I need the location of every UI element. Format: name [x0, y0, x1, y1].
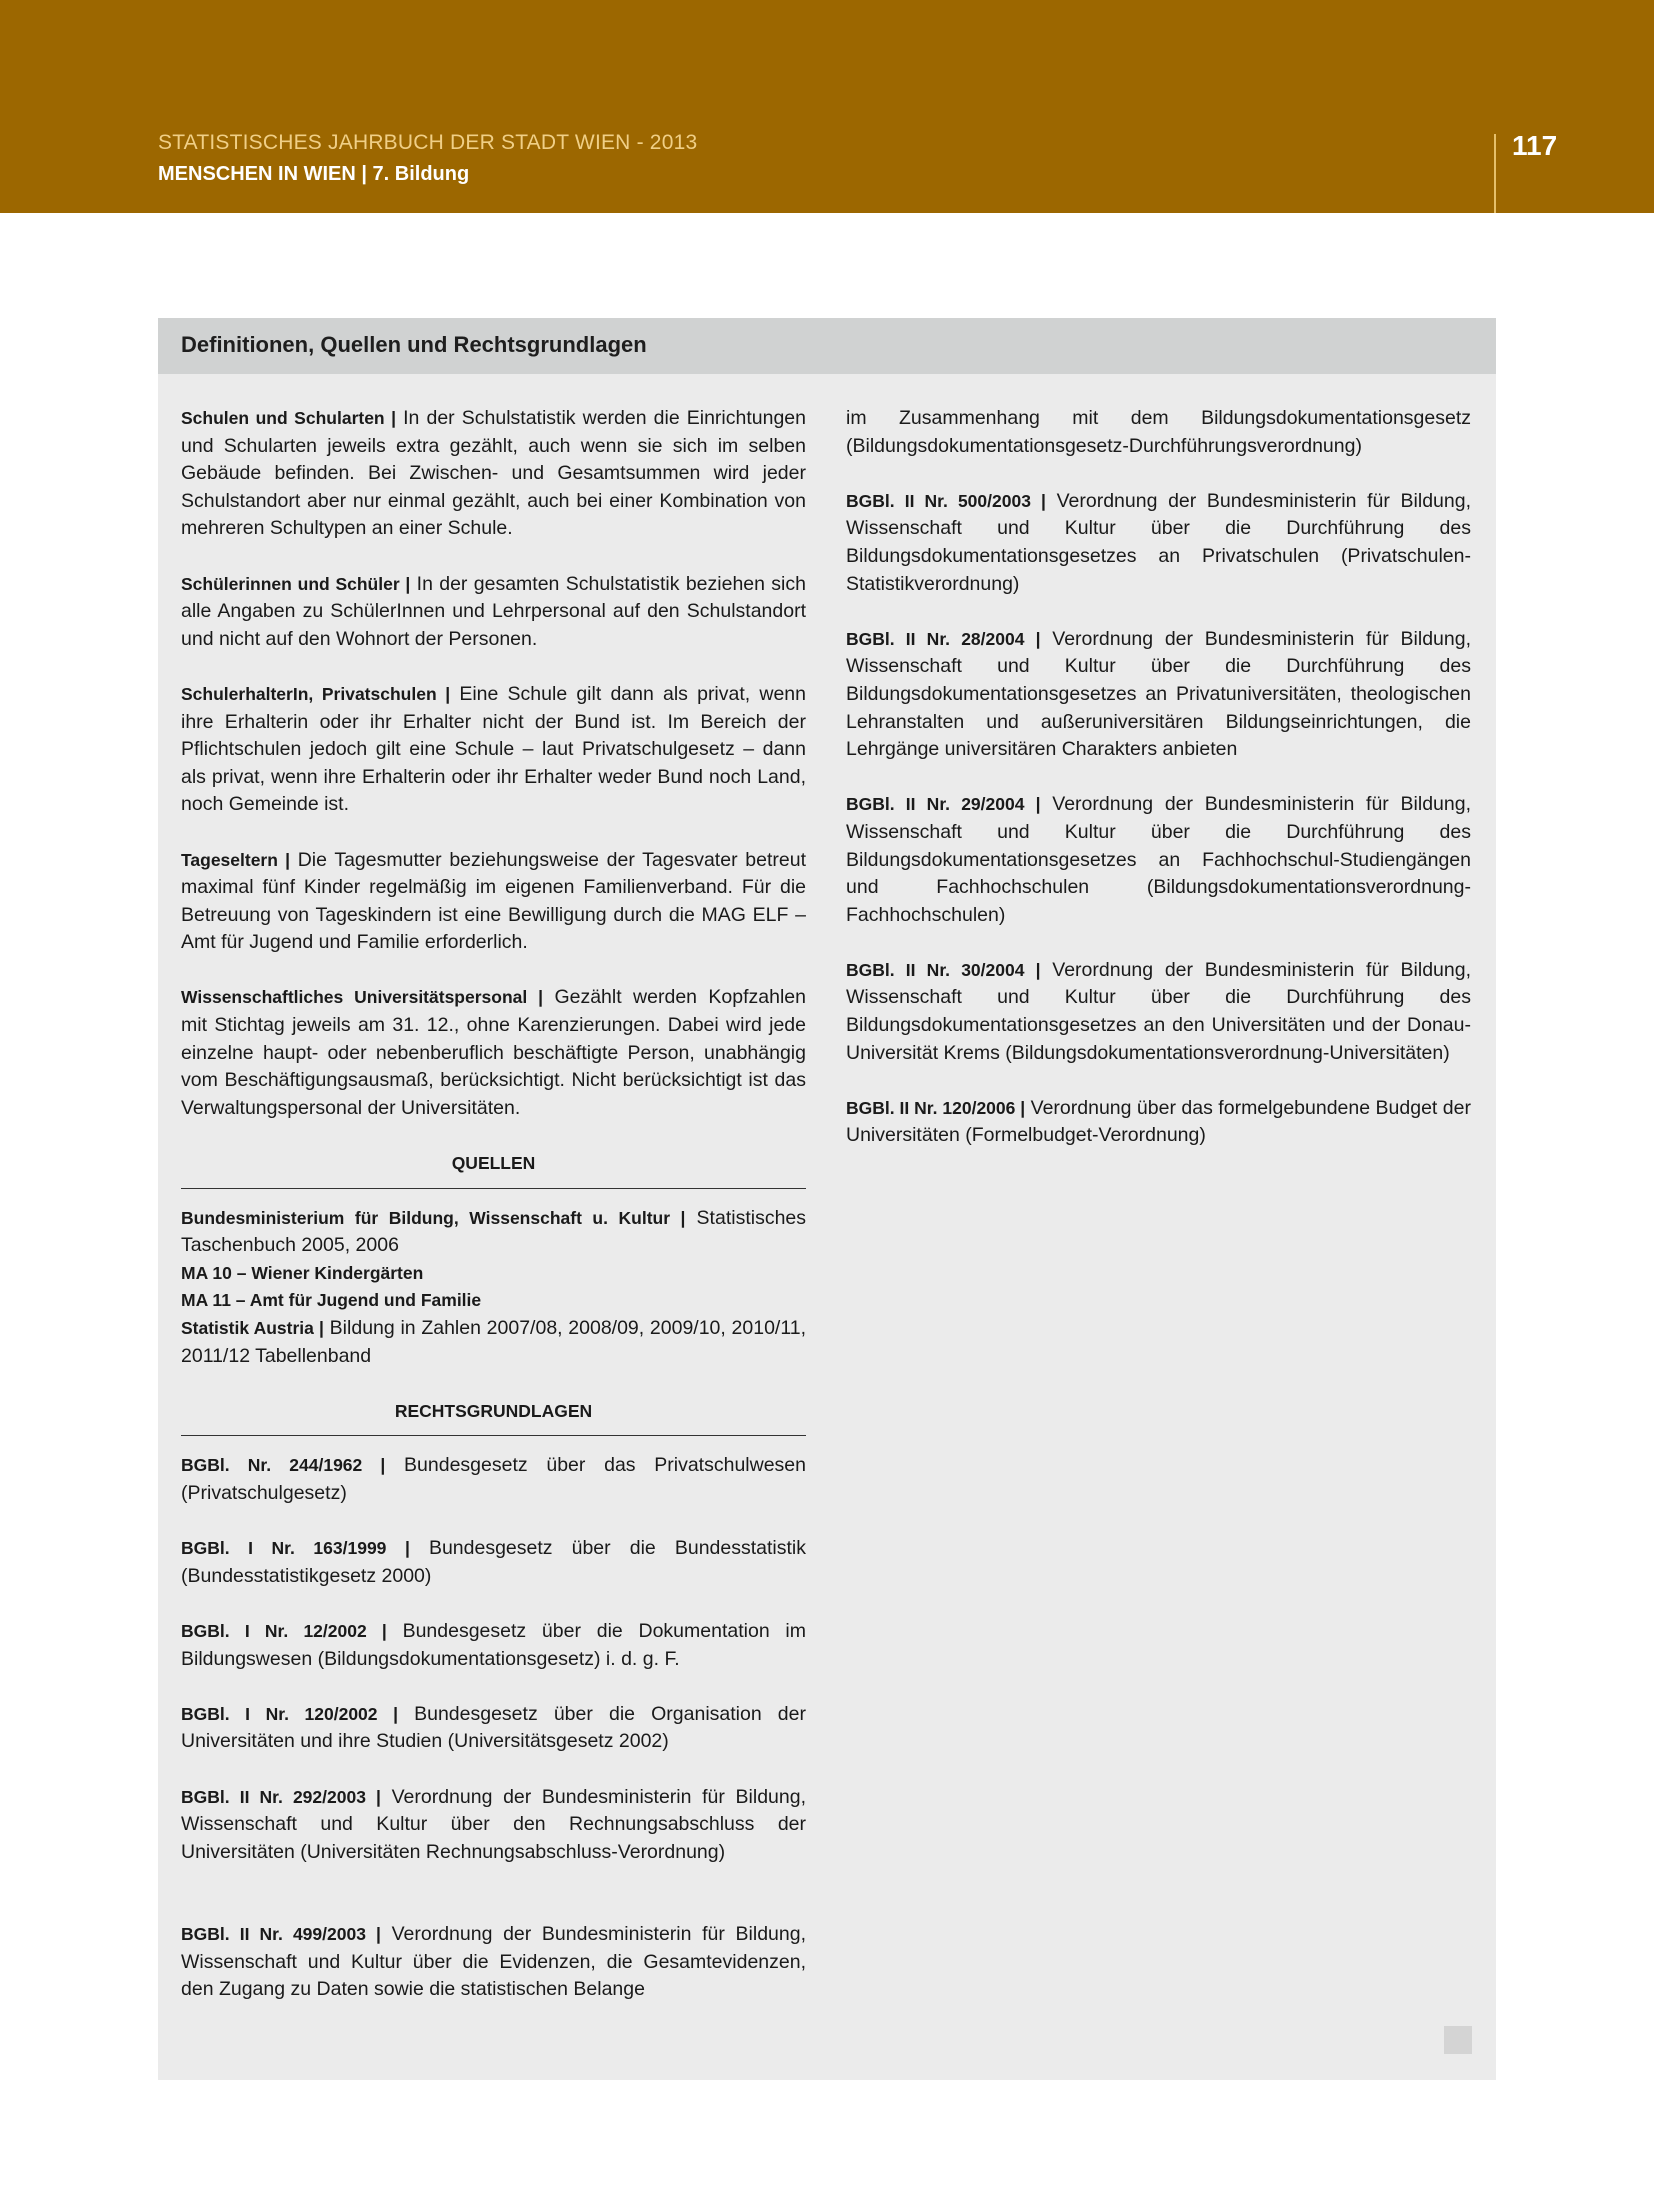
law-label: BGBl. I Nr. 12/2002 |	[181, 1620, 387, 1641]
rechtsgrundlagen-rule	[181, 1435, 806, 1436]
law-item	[181, 1784, 806, 1867]
definition-item	[181, 681, 806, 819]
definition-label: Schulen und Schularten |	[181, 408, 397, 428]
law-label: BGBl. II Nr. 499/2003 |	[181, 1924, 381, 1945]
definition-item	[181, 571, 806, 654]
source-text: Statistisches Taschenbuch 2005, 2006	[181, 1206, 807, 1257]
definitions-panel	[158, 318, 1496, 2080]
law-text: Verordnung der Bundesministerin für Bildung, Wissenschaft und Kultur über die Durchführung des Bildungsdokumentationsgesetzes an Privatschulen (Privatschulen-Statistikverordnung)	[846, 489, 1471, 595]
definition-item	[181, 847, 806, 957]
law-label: BGBl. II Nr. 500/2003 |	[846, 490, 1046, 511]
law-label: BGBl. I Nr. 163/1999 |	[181, 1538, 410, 1559]
law-text: Bundesgesetz über das Privatschulwesen (Privatschulgesetz)	[181, 1454, 806, 1504]
law-text: Bundesgesetz über die Bundesstatistik (Bundesstatistikgesetz 2000)	[181, 1537, 806, 1587]
publication-title: STATISTISCHES JAHRBUCH DER STADT WIEN - 2013	[158, 131, 698, 154]
definition-label: Schülerinnen und Schüler |	[181, 573, 411, 594]
law-label: BGBl. I Nr. 120/2002 |	[181, 1703, 398, 1724]
law-continuation: im Zusammenhang mit dem Bildungsdokumentationsgesetz (Bildungsdokumentationsgesetz-Durchführungsverordnung)	[846, 407, 1471, 457]
quellen-rule	[181, 1188, 806, 1189]
law-text: Verordnung der Bundesministerin für Bildung, Wissenschaft und Kultur über die Durchführung des Bildungsdokumentationsgesetzes an den Universitäten und der Donau-Universität Krems (Bildungsdokumentationsverordnung-Universitäten)	[846, 958, 1471, 1064]
breadcrumb-separator: |	[361, 163, 367, 185]
panel-header	[158, 318, 1496, 374]
right-column	[846, 405, 1471, 1178]
source-item	[181, 1260, 806, 1288]
law-item	[846, 488, 1471, 598]
law-label: BGBl. II Nr. 292/2003 |	[181, 1786, 381, 1807]
source-text: Bildung in Zahlen 2007/08, 2008/09, 2009/10, 2010/11, 2011/12 Tabellenband	[181, 1317, 806, 1367]
rechtsgrundlagen-heading: RECHTSGRUNDLAGEN	[394, 1400, 593, 1421]
source-item	[181, 1287, 806, 1315]
definition-text: In der Schulstatistik werden die Einrichtungen und Schularten jeweils extra gezählt, auch wenn sie sich im selben Gebäude befinden. Bei Zwischen- und Gesamtsummen wird jeder Schulstandort aber nur einmal gezählt, auch bei einer Kombination von mehreren Schultypen an einer Schule.	[181, 407, 806, 540]
source-label: MA 11 – Amt für Jugend und Familie	[181, 1290, 482, 1311]
breadcrumb-section: MENSCHEN IN WIEN	[158, 163, 356, 185]
law-text: Verordnung der Bundesministerin für Bildung, Wissenschaft und Kultur über die Durchführung des Bildungsdokumentationsgesetzes an Privatuniversitäten, theologischen Lehranstalten und außeruniversitären Bildungseinrichtungen, die Lehrgänge universitären Charakters anbieten	[846, 627, 1471, 761]
corner-marker	[1444, 2026, 1472, 2054]
quellen-heading: QUELLEN	[451, 1153, 536, 1174]
source-label: Bundesministerium für Bildung, Wissenschaft u. Kultur |	[181, 1207, 686, 1228]
source-item	[181, 1315, 806, 1370]
law-item	[181, 1921, 806, 2004]
definition-text: Gezählt werden Kopfzahlen mit Stichtag jeweils am 31. 12., ohne Karenzierungen. Dabei wird jede einzelne haupt- oder nebenberuflich beschäftigte Person, unabhängig vom Beschäftigungsausmaß, berücksichtigt. Nicht berücksichtigt ist das Verwaltungspersonal der Universitäten.	[181, 986, 807, 1119]
law-item	[846, 626, 1471, 764]
source-item	[181, 1205, 806, 1260]
law-label: BGBl. II Nr. 29/2004 |	[846, 794, 1041, 815]
header-divider	[1494, 134, 1496, 213]
breadcrumb-chapter: 7. Bildung	[372, 163, 470, 185]
law-item	[181, 1535, 806, 1590]
law-text: Verordnung der Bundesministerin für Bildung, Wissenschaft und Kultur über die Evidenzen, die Gesamtevidenzen, den Zugang zu Daten sowie die statistischen Belange	[181, 1923, 806, 2001]
panel-title: Definitionen, Quellen und Rechtsgrundlagen	[181, 332, 647, 357]
law-text: Verordnung der Bundesministerin für Bildung, Wissenschaft und Kultur über die Durchführung des Bildungsdokumentationsgesetzes an Fachhochschul-Studiengängen und Fachhochschulen (Bildungsdokumentationsverordnung-Fachhochschulen)	[846, 793, 1471, 926]
left-column	[181, 405, 806, 2004]
definition-item	[181, 405, 806, 543]
law-item	[181, 1618, 806, 1673]
law-label: BGBl. II Nr. 120/2006 |	[846, 1097, 1026, 1118]
definition-text: Eine Schule gilt dann als privat, wenn ihre Erhalterin oder ihr Erhalter nicht der Bund ist. Im Bereich der Pflichtschulen jedoch gilt eine Schule – laut Privatschulgesetz – dann als privat, wenn ihre Erhalterin oder ihr Erhalter weder Bund noch Land, noch Gemeinde ist.	[181, 682, 806, 816]
law-label: BGBl. Nr. 244/1962 |	[181, 1455, 386, 1476]
definition-text: Die Tagesmutter beziehungsweise der Tagesvater betreut maximal fünf Kinder regelmäßig im eigenen Familienverband. Für die Betreuung von Tageskindern ist eine Bewilligung durch die MAG ELF – Amt für Jugend und Familie erforderlich.	[181, 848, 806, 954]
law-text: Bundesgesetz über die Organisation der Universitäten und ihre Studien (Universitätsgesetz 2002)	[181, 1702, 806, 1753]
definition-text: In der gesamten Schulstatistik beziehen sich alle Angaben zu SchülerInnen und Lehrpersonal auf den Schulstandort und nicht auf den Wohnort der Personen.	[181, 572, 806, 650]
definition-label: Tageseltern |	[181, 849, 290, 870]
source-label: MA 10 – Wiener Kindergärten	[181, 1262, 424, 1283]
breadcrumb	[158, 163, 469, 186]
law-item	[846, 791, 1471, 929]
law-label: BGBl. II Nr. 30/2004 |	[846, 959, 1041, 980]
law-text: Verordnung der Bundesministerin für Bildung, Wissenschaft und Kultur über den Rechnungsabschluss der Universitäten (Universitäten Rechnungsabschluss-Verordnung)	[181, 1785, 806, 1863]
definition-label: SchulerhalterIn, Privatschulen |	[181, 683, 451, 704]
definition-item	[181, 984, 806, 1122]
source-label: Statistik Austria |	[181, 1318, 324, 1338]
law-item	[181, 1701, 806, 1756]
law-text: Bundesgesetz über die Dokumentation im Bildungswesen (Bildungsdokumentationsgesetz) i. d. g. F.	[181, 1619, 807, 1670]
law-item	[181, 1452, 806, 1507]
law-text: Verordnung über das formelgebundene Budget der Universitäten (Formelbudget-Verordnung)	[846, 1096, 1471, 1147]
law-label: BGBl. II Nr. 28/2004 |	[846, 628, 1041, 649]
law-item	[846, 1095, 1471, 1150]
definition-label: Wissenschaftliches Universitätspersonal |	[181, 987, 544, 1008]
page-number: 117	[1512, 130, 1558, 161]
law-item	[846, 957, 1471, 1067]
